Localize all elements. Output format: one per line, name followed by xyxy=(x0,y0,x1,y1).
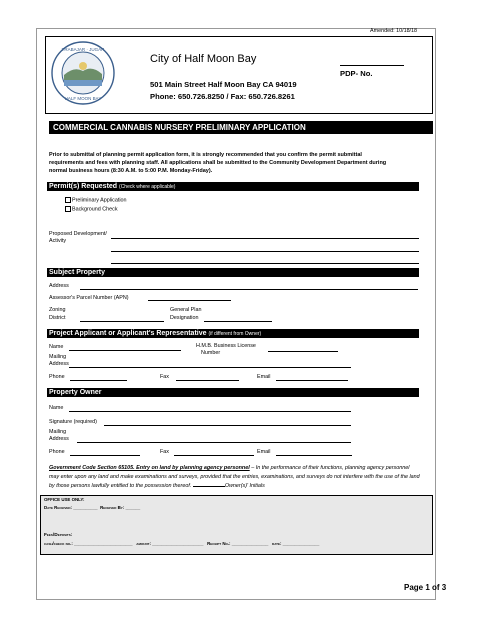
amount-field[interactable]: amount: _____________________ xyxy=(136,541,204,546)
owner-signature-label: Signature (required) xyxy=(49,419,97,425)
owner-name-field[interactable] xyxy=(69,411,351,412)
applicant-note: (if different from Owner) xyxy=(208,331,262,337)
pdp-line xyxy=(340,65,404,66)
fees-label: Fees/Deposits: xyxy=(44,533,73,538)
owner-fax-label: Fax xyxy=(160,449,169,455)
initials-field[interactable] xyxy=(193,481,225,487)
cash-check-field[interactable]: cash/check no.: ________________________ xyxy=(44,541,133,546)
owner-mailing-2: Address xyxy=(49,436,69,442)
owner-signature-field[interactable] xyxy=(104,425,351,426)
pdp-label: PDP- No. xyxy=(340,69,373,78)
city-phone: Phone: 650.726.8250 / Fax: 650.726.8261 xyxy=(150,92,295,101)
form-title xyxy=(49,121,433,134)
proposed-line-2[interactable] xyxy=(111,251,419,252)
subject-address-label: Address xyxy=(49,283,69,289)
section-subject xyxy=(47,268,419,277)
applicant-mailing-1: Mailing xyxy=(49,354,67,360)
date-received-label xyxy=(44,505,140,510)
city-seal-icon xyxy=(50,40,116,106)
background-checkbox[interactable] xyxy=(65,206,71,212)
applicant-phone-field[interactable] xyxy=(70,380,127,381)
checkbox-background[interactable] xyxy=(65,206,118,212)
owner-name-label: Name xyxy=(49,405,64,411)
code-section-paragraph xyxy=(49,464,421,491)
applicant-fax-field[interactable] xyxy=(176,380,239,381)
office-fields-row xyxy=(44,541,319,546)
proposed-line-3[interactable] xyxy=(111,263,419,264)
apn-field[interactable] xyxy=(148,300,231,301)
subject-heading: Subject Property xyxy=(49,269,106,276)
proposed-label-1: Proposed Development/ xyxy=(49,231,107,237)
owner-mailing-field[interactable] xyxy=(77,442,351,443)
hmb-label-2: Number xyxy=(201,350,221,356)
owner-mailing-1: Mailing xyxy=(49,429,67,435)
page-number: Page 1 of 3 xyxy=(404,583,447,592)
gp-label-1: General Plan xyxy=(170,307,202,313)
subject-address-field[interactable] xyxy=(80,289,418,290)
received-by-text: Received By: ______ xyxy=(100,505,141,510)
section-owner xyxy=(47,388,419,397)
applicant-fax-label: Fax xyxy=(160,374,169,380)
seal-bottom-text: HALF MOON BAY xyxy=(64,96,102,101)
owner-fax-field[interactable] xyxy=(174,455,254,456)
applicant-mailing-field[interactable] xyxy=(69,367,351,368)
initials-label: Owner(s)' Initials xyxy=(224,483,265,489)
permits-heading: Permit(s) Requested xyxy=(49,183,118,190)
owner-email-field[interactable] xyxy=(276,455,352,456)
applicant-heading: Project Applicant or Applicant's Representative xyxy=(49,330,207,337)
section-applicant xyxy=(47,329,419,338)
preliminary-label: Preliminary Application xyxy=(72,197,127,204)
applicant-mailing-2: Address xyxy=(49,361,69,367)
office-only-label: OFFICE USE ONLY: xyxy=(44,497,85,502)
date-field[interactable]: date: _______________ xyxy=(272,541,320,546)
applicant-email-field[interactable] xyxy=(276,380,348,381)
owner-heading: Property Owner xyxy=(49,389,102,396)
apn-label: Assessor's Parcel Number (APN) xyxy=(49,295,129,301)
intro-paragraph: Prior to submittal of planning permit application form, it is strongly recommended that you confirm the permit submittal requirements and fees with planning staff. All applications shall be submitted to the Community Development Department during normal business hours (8:30 A.M. to 5:00 P.M. Monday-Friday). xyxy=(49,152,387,174)
owner-email-label: Email xyxy=(257,449,271,455)
zoning-label-1: Zoning xyxy=(49,307,66,313)
form-title-text: COMMERCIAL CANNABIS NURSERY PRELIMINARY APPLICATION xyxy=(53,123,306,132)
owner-phone-label: Phone xyxy=(49,449,65,455)
hmb-field[interactable] xyxy=(268,351,338,352)
city-seal xyxy=(50,40,116,106)
zoning-label-2: District xyxy=(49,315,66,321)
applicant-name-label: Name xyxy=(49,344,64,350)
city-address: 501 Main Street Half Moon Bay CA 94019 xyxy=(150,80,297,89)
proposed-label-2: Activity xyxy=(49,238,67,244)
preliminary-checkbox[interactable] xyxy=(65,197,71,203)
zoning-field[interactable] xyxy=(80,321,164,322)
date-received-text: Date Received: __________ xyxy=(44,505,98,510)
office-use-box xyxy=(40,495,433,555)
city-name: City of Half Moon Bay xyxy=(150,53,257,65)
applicant-phone-label: Phone xyxy=(49,374,65,380)
gp-label-2: Designation xyxy=(170,315,199,321)
checkbox-preliminary[interactable] xyxy=(65,197,127,203)
receipt-field[interactable]: Receipt No.: _______________ xyxy=(207,541,269,546)
applicant-name-field[interactable] xyxy=(69,350,181,351)
gp-field[interactable] xyxy=(204,321,272,322)
applicant-email-label: Email xyxy=(257,374,271,380)
code-section-text: – In the performance of their functions, planning agency personnel may enter upon any land and make examinations and surveys, provided that the entries, examinations, and surveys do not interfere with the use of the land by those persons lawfully entitled to the possession thereof. xyxy=(49,465,420,489)
amended-date: Amended: 10/18/18 xyxy=(370,28,418,34)
seal-top-text: TRABAJAR · JUGAR xyxy=(61,47,105,52)
hmb-label-1: H.M.B. Business License xyxy=(196,343,256,349)
code-section-title: Government Code Section 65105. Entry on land by planning agency personnel xyxy=(49,465,250,471)
owner-phone-field[interactable] xyxy=(70,455,140,456)
proposed-line-1[interactable] xyxy=(111,238,419,239)
permits-note: (Check where applicable) xyxy=(119,184,176,190)
section-permits xyxy=(47,182,419,191)
background-label: Background Check xyxy=(72,206,118,213)
